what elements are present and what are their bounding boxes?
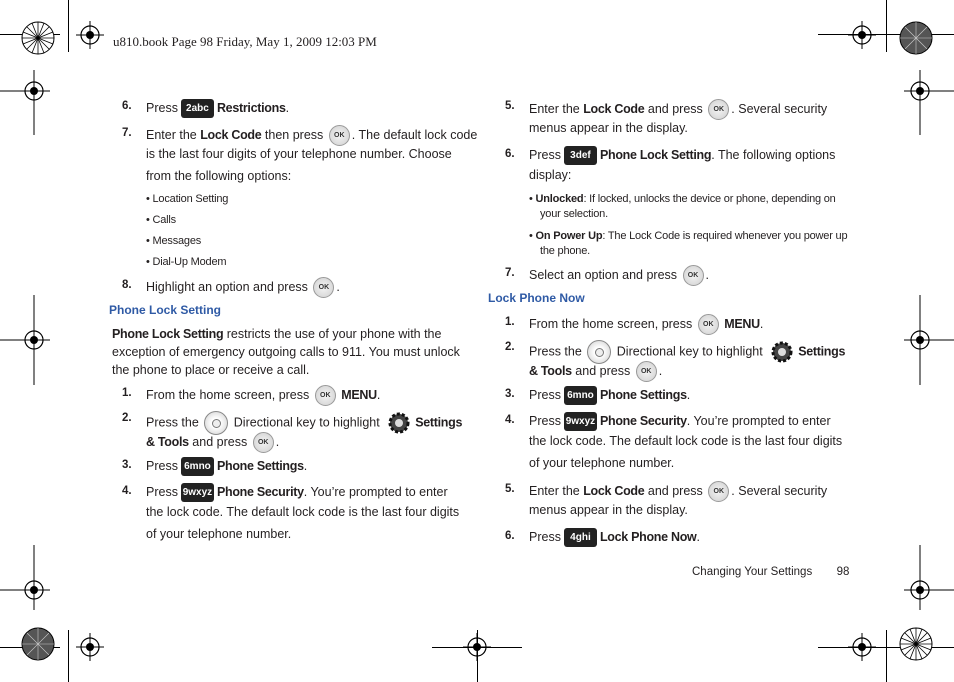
lpn-step-1: From the home screen, press OK MENU.: [529, 314, 763, 335]
lpn-step-4-line2: the lock code. The default lock code is the last four digits: [529, 434, 843, 448]
r-step-6-line2: display:: [529, 168, 572, 182]
print-header: u810.book Page 98 Friday, May 1, 2009 12:03 PM: [113, 34, 377, 49]
step-number: 2.: [122, 412, 132, 424]
page-number: 98: [836, 566, 850, 578]
section-title-phone-lock-setting: Phone Lock Setting: [109, 303, 222, 317]
option-bullet-on-power-up: • On Power Up: The Lock Code is required whenever you power up: [529, 230, 848, 242]
key-9wxyz-icon: 9wxyz: [181, 483, 214, 502]
key-2abc-icon: 2abc: [181, 99, 214, 118]
step-number: 6.: [122, 100, 132, 112]
lpn-step-2-line2: & Tools and press OK .: [529, 361, 662, 382]
key-9wxyz-icon: 9wxyz: [564, 412, 597, 431]
pls-step-3: Press 6mno Phone Settings.: [146, 457, 307, 476]
lpn-step-6: Press 4ghi Lock Phone Now.: [529, 528, 700, 547]
step-number: 1.: [505, 316, 515, 328]
ok-key-icon: OK: [313, 277, 334, 298]
ok-key-icon: OK: [708, 481, 729, 502]
lpn-step-5-line2: menus appear in the display.: [529, 503, 688, 517]
option-bullet: • Location Setting: [146, 193, 229, 205]
key-6mno-icon: 6mno: [181, 457, 214, 476]
lpn-step-4-line3: of your telephone number.: [529, 456, 675, 470]
r-step-5-line1: Enter the Lock Code and press OK . Several security: [529, 99, 827, 120]
pls-step-1: From the home screen, press OK MENU.: [146, 385, 380, 406]
pls-step-4-line3: of your telephone number.: [146, 527, 292, 541]
step-7-line1: Enter the Lock Code then press OK . The default lock code: [146, 125, 477, 146]
step-7-line3: from the following options:: [146, 169, 292, 183]
r-step-7: Select an option and press OK .: [529, 265, 709, 286]
step-number: 6.: [505, 148, 515, 160]
option-bullet-unlocked: • Unlocked: If locked, unlocks the device or phone, depending on: [529, 193, 836, 205]
step-number: 8.: [122, 279, 132, 291]
lpn-step-5-line1: Enter the Lock Code and press OK . Several security: [529, 481, 827, 502]
step-number: 6.: [505, 530, 515, 542]
step-7-line2: is the last four digits of your telephone number. Choose: [146, 147, 452, 161]
step-6-restrictions: Press 2abc Restrictions.: [146, 99, 289, 118]
step-number: 7.: [505, 267, 515, 279]
ok-key-icon: OK: [683, 265, 704, 286]
step-number: 2.: [505, 341, 515, 353]
intro-line3: the phone to place or receive a call.: [112, 363, 310, 377]
option-bullet: • Dial-Up Modem: [146, 256, 227, 268]
key-4ghi-icon: 4ghi: [564, 528, 597, 547]
step-number: 7.: [122, 127, 132, 139]
footer-section: Changing Your Settings: [692, 566, 813, 578]
step-number: 1.: [122, 387, 132, 399]
r-step-5-line2: menus appear in the display.: [529, 121, 688, 135]
ok-key-icon: OK: [636, 361, 657, 382]
lpn-step-4-line1: Press 9wxyz Phone Security. You’re prompted to enter: [529, 412, 831, 431]
lpn-step-3: Press 6mno Phone Settings.: [529, 386, 690, 405]
ok-key-icon: OK: [253, 432, 274, 453]
option-bullet-on-power-up-cont: the phone.: [540, 245, 590, 257]
option-bullet: • Calls: [146, 214, 176, 226]
pls-step-4-line1: Press 9wxyz Phone Security. You’re prompted to enter: [146, 483, 448, 502]
ok-key-icon: OK: [315, 385, 336, 406]
lpn-step-2-line1: Press the Directional key to highlight Settings: [529, 339, 845, 365]
option-bullet: • Messages: [146, 235, 202, 247]
step-8: Highlight an option and press OK .: [146, 277, 340, 298]
ok-key-icon: OK: [698, 314, 719, 335]
step-number: 4.: [505, 414, 515, 426]
ok-key-icon: OK: [329, 125, 350, 146]
step-number: 3.: [122, 459, 132, 471]
step-number: 4.: [122, 485, 132, 497]
step-number: 5.: [505, 100, 515, 112]
settings-gear-icon: [769, 339, 795, 365]
settings-gear-icon: [386, 410, 412, 436]
intro-line1: Phone Lock Setting restricts the use of your phone with the: [112, 327, 442, 341]
ok-key-icon: OK: [708, 99, 729, 120]
key-6mno-icon: 6mno: [564, 386, 597, 405]
intro-line2: exception of emergency outgoing calls to 911. You must unlock: [112, 345, 460, 359]
step-number: 3.: [505, 388, 515, 400]
option-bullet-unlocked-cont: your selection.: [540, 208, 608, 220]
section-title-lock-phone-now: Lock Phone Now: [488, 291, 585, 305]
pls-step-2-line1: Press the Directional key to highlight Settings: [146, 410, 462, 436]
key-3def-icon: 3def: [564, 146, 597, 165]
page-footer: [692, 566, 849, 578]
step-number: 5.: [505, 483, 515, 495]
r-step-6-line1: Press 3def Phone Lock Setting. The following options: [529, 146, 835, 165]
pls-step-4-line2: the lock code. The default lock code is the last four digits: [146, 505, 460, 519]
pls-step-2-line2: & Tools and press OK .: [146, 432, 279, 453]
